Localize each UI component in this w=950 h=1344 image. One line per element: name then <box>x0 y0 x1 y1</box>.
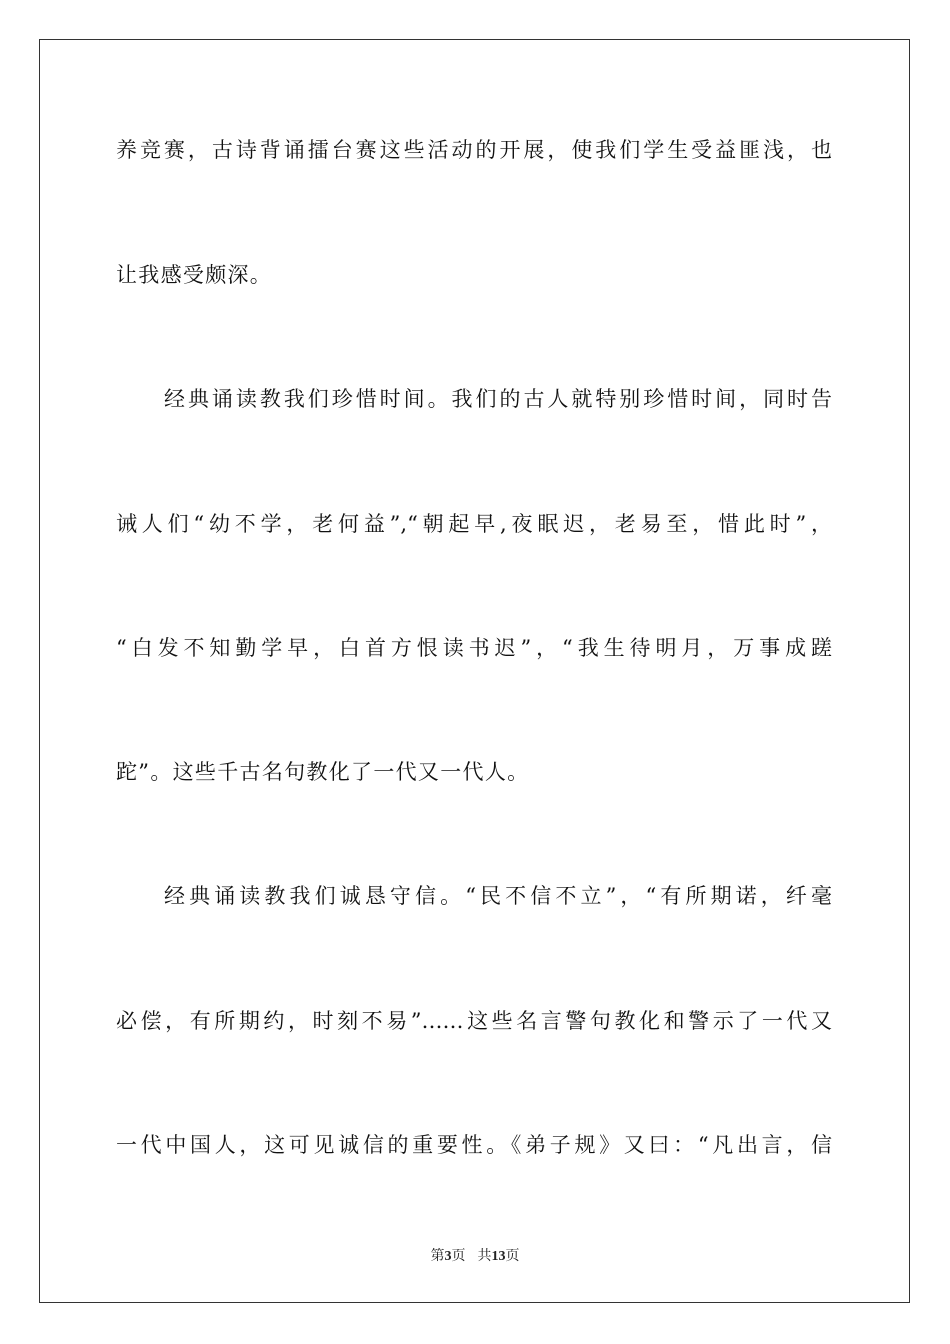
footer-page-prefix: 第 <box>430 1248 445 1264</box>
paragraph-2-line-3: “白发不知勤学早，白首方恨读书迟”，“我生待明月，万事成蹉 <box>116 636 832 660</box>
footer-page-current: 3 <box>444 1249 452 1264</box>
page-footer <box>0 1246 950 1267</box>
paragraph-2-line-2: 诫人们“幼不学，老何益”,“朝起早,夜眠迟，老易至，惜此时”， <box>116 512 832 536</box>
text-line-1: 养竞赛，古诗背诵擂台赛这些活动的开展，使我们学生受益匪浅，也 <box>116 138 832 162</box>
footer-page-total: 13 <box>491 1249 506 1264</box>
paragraph-3-line-3: 一代中国人，这可见诚信的重要性。《弟子规》又曰：“凡出言，信 <box>116 1133 832 1157</box>
footer-page-unit: 页 <box>451 1248 466 1264</box>
paragraph-3-line-1: 经典诵读教我们诚恳守信。“民不信不立”，“有所期诺，纤毫 <box>164 884 832 908</box>
text-line-2: 让我感受颇深。 <box>116 263 273 287</box>
paragraph-2-line-1: 经典诵读教我们珍惜时间。我们的古人就特别珍惜时间，同时告 <box>164 387 832 411</box>
footer-total-unit: 页 <box>505 1248 520 1264</box>
paragraph-3-line-2: 必偿，有所期约，时刻不易”……这些名言警句教化和警示了一代又 <box>116 1009 832 1033</box>
footer-total-prefix: 共 <box>477 1248 492 1264</box>
page-border <box>39 39 910 1303</box>
paragraph-2-line-4: 跎”。这些千古名句教化了一代又一代人。 <box>116 760 530 784</box>
